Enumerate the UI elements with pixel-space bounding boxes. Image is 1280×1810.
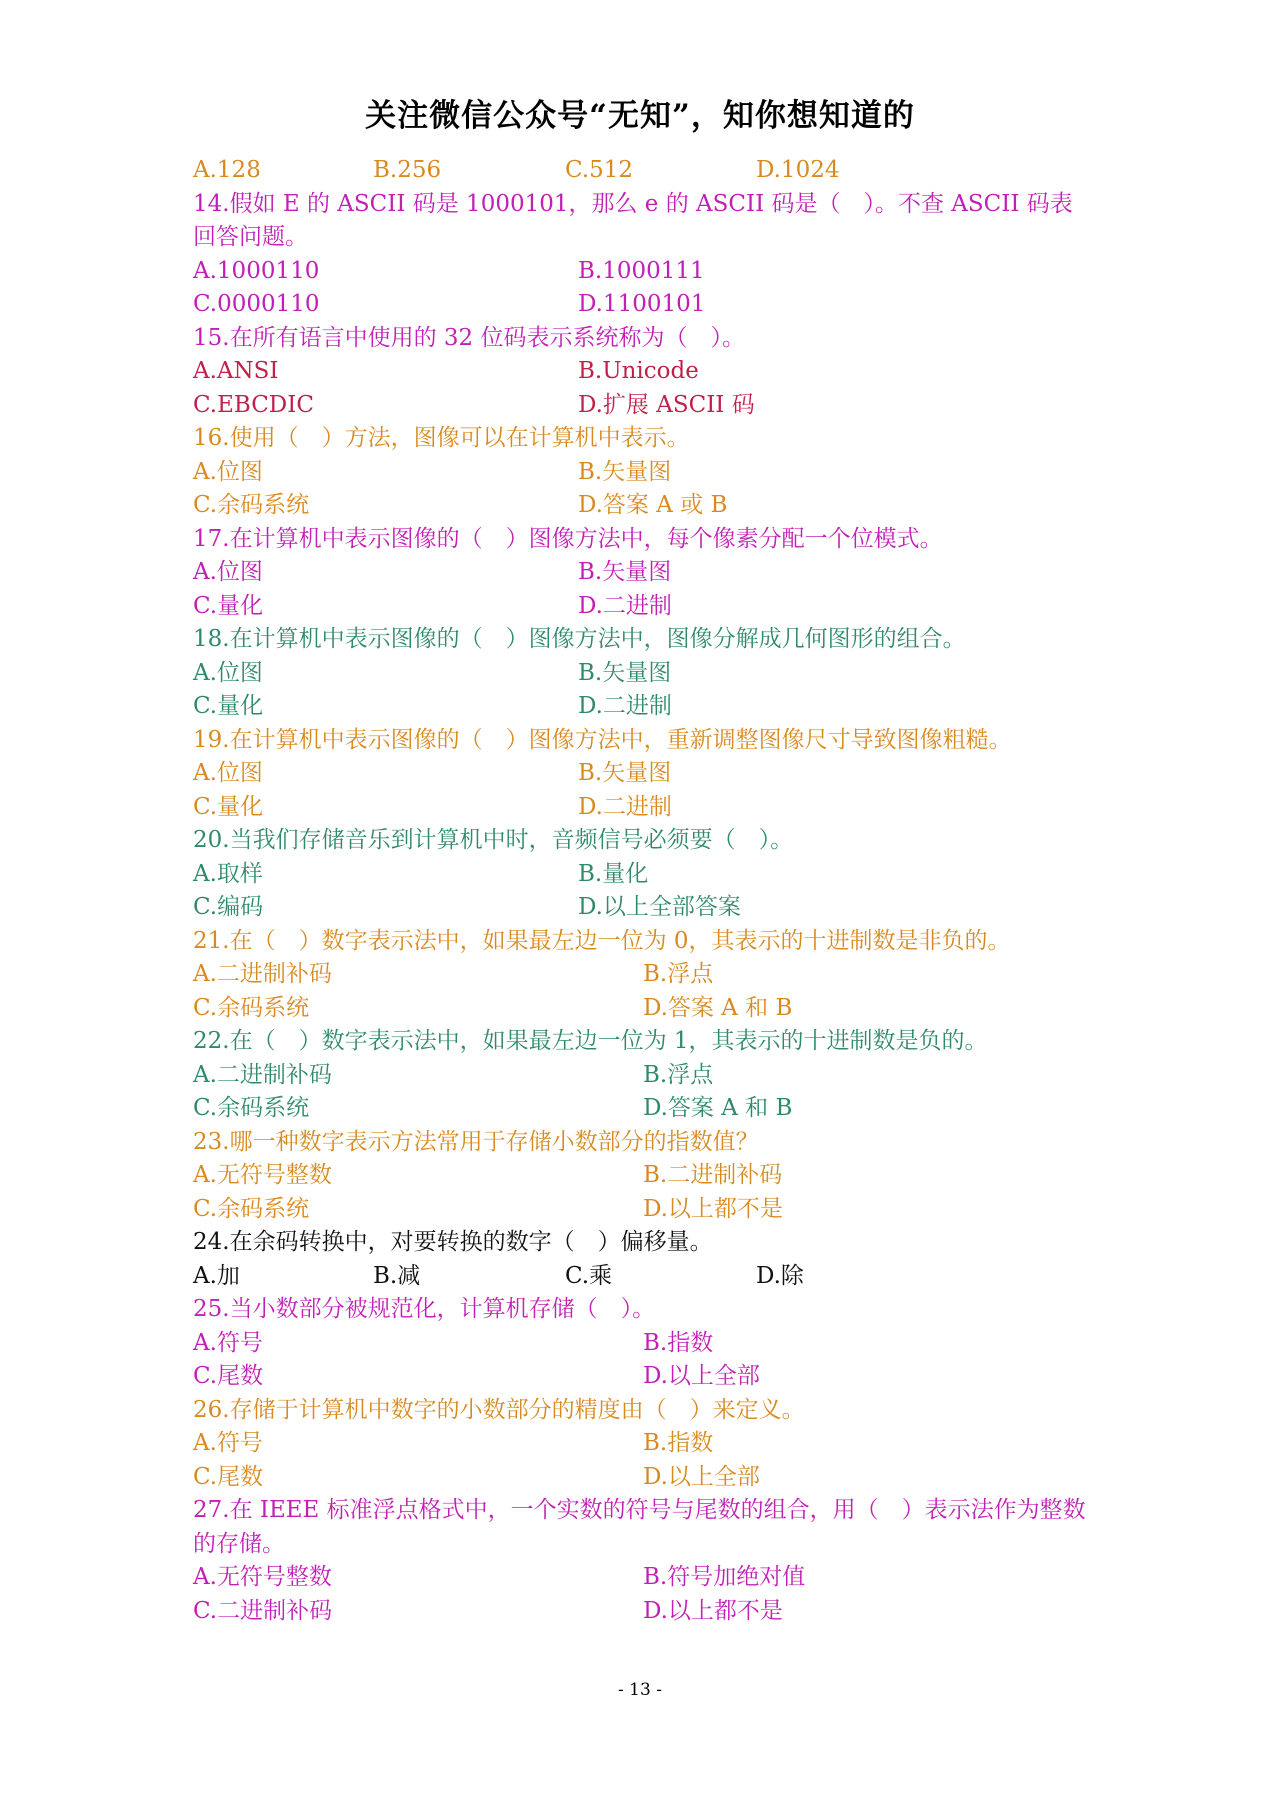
answer-option: A.1000110	[193, 257, 320, 284]
answer-option: D.扩展 ASCII 码	[578, 391, 755, 418]
option-row	[193, 1595, 1093, 1629]
answer-option: D.答案 A 和 B	[643, 1095, 793, 1121]
option-row	[193, 1159, 1093, 1193]
option-row	[193, 1059, 1093, 1093]
answer-option: C.0000110	[193, 291, 320, 317]
answer-option: C.余码系统	[193, 1095, 310, 1121]
answer-option: A.位图	[193, 760, 263, 786]
answer-option: A.位图	[193, 458, 263, 485]
answer-option: C.量化	[193, 592, 264, 619]
answer-option: D.以上都不是	[643, 1195, 783, 1222]
option-row	[193, 255, 1093, 289]
question-text: 27.在 IEEE 标准浮点格式中，一个实数的符号与尾数的组合，用（ ）表示法作为整数的存储。	[193, 1497, 1086, 1557]
option-row	[193, 690, 1093, 724]
option-row	[193, 1193, 1093, 1227]
option-row	[193, 1561, 1093, 1595]
option-row	[193, 590, 1093, 624]
answer-option: A.位图	[193, 659, 263, 686]
option-row	[193, 992, 1093, 1026]
question-text: 17.在计算机中表示图像的（ ）图像方法中，每个像素分配一个位模式。	[193, 525, 943, 552]
question-text: 15.在所有语言中使用的 32 位码表示系统称为（ ）。	[193, 324, 745, 351]
option-row	[193, 1360, 1093, 1394]
answer-option: B.二进制补码	[643, 1162, 783, 1188]
answer-option: C.512	[565, 157, 633, 183]
answer-option: C.尾数	[193, 1463, 264, 1490]
answer-option: B.1000111	[578, 257, 705, 284]
option-row	[193, 1260, 1093, 1294]
answer-option: D.除	[756, 1262, 804, 1289]
answer-option: B.指数	[643, 1329, 714, 1356]
option-row	[193, 958, 1093, 992]
answer-option: D.二进制	[578, 693, 672, 719]
answer-option: A.ANSI	[193, 358, 279, 384]
answer-option: D.二进制	[578, 592, 672, 619]
answer-option: A.符号	[193, 1329, 263, 1356]
answer-option: B.矢量图	[578, 659, 672, 686]
answer-option: D.以上全部答案	[578, 894, 741, 920]
answer-option: D.以上都不是	[643, 1597, 783, 1624]
question-list	[193, 154, 1093, 1628]
question-text: 23.哪一种数字表示方法常用于存储小数部分的指数值？	[193, 1128, 759, 1155]
answer-option: B.矢量图	[578, 760, 672, 786]
answer-option: A.128	[193, 157, 261, 183]
answer-option: C.编码	[193, 894, 264, 920]
answer-option: D.1024	[756, 157, 840, 183]
option-row	[193, 389, 1093, 423]
answer-option: A.取样	[193, 860, 263, 887]
question-text: 19.在计算机中表示图像的（ ）图像方法中，重新调整图像尺寸导致图像粗糙。	[193, 726, 1012, 753]
question-text: 14.假如 E 的 ASCII 码是 1000101，那么 e 的 ASCII 码是（ ）。不查 ASCII 码表回答问题。	[193, 190, 1073, 250]
answer-option: D.二进制	[578, 793, 672, 820]
answer-option: B.量化	[578, 860, 649, 887]
answer-option: D.以上全部	[643, 1463, 760, 1490]
answer-option: D.答案 A 或 B	[578, 492, 728, 518]
option-row	[193, 1327, 1093, 1361]
answer-option: D.答案 A 和 B	[643, 994, 793, 1021]
answer-option: D.1100101	[578, 291, 706, 317]
answer-option: B.矢量图	[578, 458, 672, 485]
option-row	[193, 556, 1093, 590]
answer-option: B.减	[373, 1262, 421, 1289]
question-text: 16.使用（ ）方法，图像可以在计算机中表示。	[193, 425, 690, 451]
question-text: 18.在计算机中表示图像的（ ）图像方法中，图像分解成几何图形的组合。	[193, 626, 966, 652]
option-row	[193, 288, 1093, 322]
option-row	[193, 757, 1093, 791]
page-title: 关注微信公众号“无知”，知你想知道的	[365, 98, 915, 134]
answer-option: C.尾数	[193, 1363, 264, 1389]
option-row	[193, 489, 1093, 523]
answer-option: A.二进制补码	[193, 1061, 332, 1088]
answer-option: A.位图	[193, 559, 263, 585]
option-row	[193, 1427, 1093, 1461]
answer-option: B.指数	[643, 1430, 714, 1456]
option-row	[193, 154, 1093, 188]
answer-option: B.浮点	[643, 1061, 714, 1088]
option-row	[193, 456, 1093, 490]
option-row	[193, 791, 1093, 825]
answer-option: C.EBCDIC	[193, 391, 314, 418]
answer-option: A.加	[193, 1262, 240, 1289]
answer-option: B.256	[373, 157, 442, 183]
question-text: 24.在余码转换中，对要转换的数字（ ）偏移量。	[193, 1229, 713, 1255]
question-text: 25.当小数部分被规范化，计算机存储（ ）。	[193, 1296, 656, 1322]
question-text: 20.当我们存储音乐到计算机中时，音频信号必须要（ ）。	[193, 827, 794, 853]
answer-option: B.浮点	[643, 961, 714, 987]
answer-option: C.乘	[565, 1262, 613, 1289]
answer-option: C.余码系统	[193, 994, 310, 1021]
answer-option: A.无符号整数	[193, 1162, 332, 1188]
option-row	[193, 1461, 1093, 1495]
answer-option: B.矢量图	[578, 559, 672, 585]
question-text: 26.存储于计算机中数字的小数部分的精度由（ ）来定义。	[193, 1396, 805, 1423]
option-row	[193, 657, 1093, 691]
question-text: 22.在（ ）数字表示法中，如果最左边一位为 1，其表示的十进制数是负的。	[193, 1028, 988, 1054]
option-row	[193, 355, 1093, 389]
answer-option: A.无符号整数	[193, 1564, 332, 1590]
answer-option: C.二进制补码	[193, 1597, 333, 1624]
option-row	[193, 891, 1093, 925]
answer-option: C.量化	[193, 793, 264, 820]
question-text: 21.在（ ）数字表示法中，如果最左边一位为 0，其表示的十进制数是非负的。	[193, 927, 1011, 954]
option-row	[193, 858, 1093, 892]
answer-option: C.量化	[193, 693, 264, 719]
answer-option: C.余码系统	[193, 1195, 310, 1222]
page-number: - 13 -	[618, 1680, 662, 1700]
option-row	[193, 1092, 1093, 1126]
answer-option: A.符号	[193, 1430, 263, 1456]
answer-option: B.Unicode	[578, 358, 699, 384]
answer-option: A.二进制补码	[193, 961, 332, 987]
answer-option: C.余码系统	[193, 492, 310, 518]
answer-option: B.符号加绝对值	[643, 1564, 806, 1590]
answer-option: D.以上全部	[643, 1363, 760, 1389]
